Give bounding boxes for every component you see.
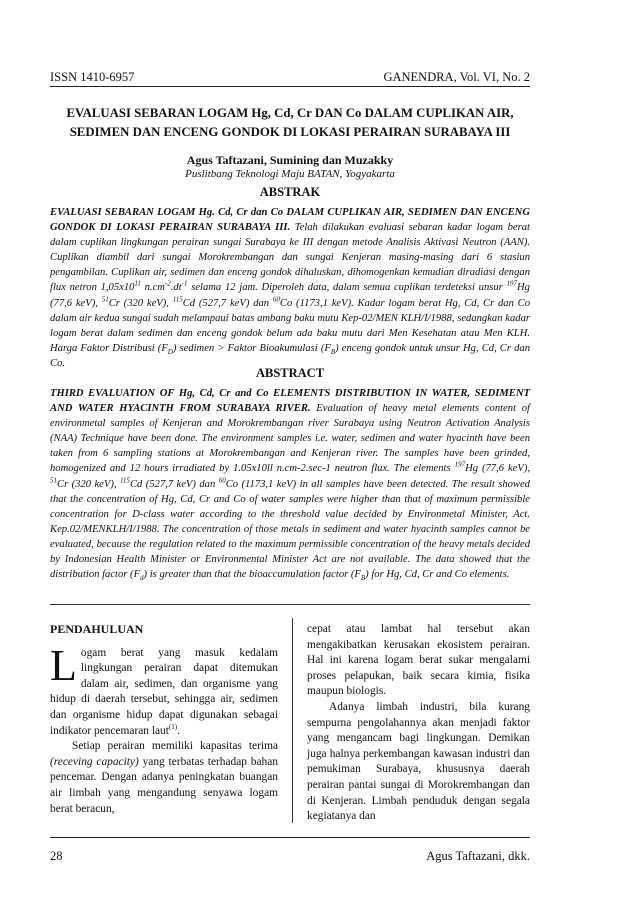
abstract-text: ) for Hg, Cd, Cr and Co elements. — [365, 569, 510, 581]
abstract-sup: 51 — [50, 476, 57, 485]
column-divider — [292, 618, 293, 823]
abstrak-sup: -1 — [181, 279, 188, 288]
abstract-text: ) is greater than that the bioaccumulation factor (F — [143, 569, 361, 581]
page-number: 28 — [50, 849, 63, 863]
abstrak-sup: 11 — [134, 279, 141, 288]
abstract-text: Evaluation of heavy metal elements content of environmetal samples of Kenjeran and Morokrembangan river Surabaya using Neutron Activation Analysis (NAA) Technique have been done. The environment samples i.e. water, sedimen and water hyacinth have been taken from 6 sampling stations at Morokrembangan and Kenjeran river. The samples have been grinded, homogenized and 12 hours irradiated by 1.05x10ll n.cm-2.sec-1 neutron flux. The elements — [50, 403, 530, 475]
intro-paragraph-1 — [50, 640, 278, 740]
intro-text: . — [177, 724, 180, 737]
intro-text: yang terbatas terhadap bahan pencemar. Dengan adanya peningkatan buangan air limbah yang mengandung senyawa logam berat beracun, — [50, 755, 279, 815]
abstrak-sup: 51 — [101, 295, 109, 304]
intro-italic: (receving capacity) — [50, 755, 139, 768]
abstract-text: Hg (77,6 keV), — [465, 463, 530, 475]
intro-paragraph-4: Adanya limbah industri, bila kurang sempurna pengolahannya akan menjadi faktor yang mengancam bagi lingkungan. Demikan juga halnya perkembangan kawasan industri dan pemukiman Surabaya, khususnya daerah perairan pantai sungai di Morokrembangan dan di Kenjeran. Limbah penduduk dengan segala kegiatanya dan — [307, 700, 530, 823]
abstrak-text: Cd (527,7 keV) dan — [182, 297, 273, 309]
abstrak-text: Cr (320 keV), — [108, 297, 173, 309]
abstract-text: Cr (320 keV), — [57, 478, 120, 490]
abstrak-body — [50, 205, 530, 371]
title-line-1: EVALUASI SEBARAN LOGAM Hg, Cd, Cr DAN Co DALAM CUPLIKAN AIR, — [66, 106, 514, 120]
abstract-sup: 60 — [218, 476, 226, 485]
footer-author: Agus Taftazani, dkk. — [426, 849, 530, 863]
abstract-text: Cd (527,7 keV) dan — [129, 478, 219, 490]
abstract-sub: d — [140, 574, 144, 583]
title-line-2: SEDIMEN DAN ENCENG GONDOK DI LOKASI PERAIRAN SURABAYA III — [69, 125, 511, 139]
abstrak-text: ) sedimen > Faktor Bioakumulasi (F — [172, 342, 331, 354]
abstrak-text: selama 12 jam. Diperoleh data, dalam semua cuplikan terdeteksi unsur — [187, 282, 507, 294]
pendahuluan-heading: PENDAHULUAN — [50, 622, 144, 636]
abstrak-text: .dt — [170, 282, 182, 294]
intro-text: Setiap perairan memiliki kapasitas terima — [72, 740, 278, 753]
abstrak-sup: 197 — [506, 279, 518, 288]
drop-cap: L — [50, 640, 77, 690]
section-rule — [50, 604, 530, 605]
header-rule — [50, 86, 530, 87]
right-column — [307, 622, 530, 825]
abstrak-heading: ABSTRAK — [259, 185, 321, 199]
abstract-sup: 115 — [119, 476, 130, 485]
abstrak-text: n.cm — [140, 282, 165, 294]
abstract-text: Co (1173,1 keV) in all samples have been detected. The result showed that the concentration of Hg, Cd, Cr and Co of water samples were higher than that of maximum permissible concentration for D-class water according to the threshold value decided by Environmetal Minister, Act. Kep.02/MENKLH/I/1988. The concentration of those metals in sediment and water hyacinth samples cannot be evaluated, because the regulation related to the maximum permissible concentration of the heavy metals decided by Indonesian Health Minister or Environmental Minister Act are not available. The data showed that the distribution factor (F — [50, 478, 530, 581]
intro-paragraph-3: cepat atau lambat hal tersebut akan mengakibatkan kerusakan ekosistem perairan. Hal ini karena logam berat sukar mengalami proses pelapukan, baik secara kimia, fisika maupun biologis. — [307, 623, 530, 698]
abstrak-sup: 115 — [172, 295, 183, 304]
intro-text: ogam berat yang masuk kedalam lingkungan perairan dapat ditemukan dalam air, sedimen, dan organisme yang hidup di daerah tersebut, sehingga air, sedimen dan organisme hidup dapat digunakan sebagai indikator pencemaran laut — [50, 646, 278, 737]
journal-label: GANENDRA, Vol. VI, No. 2 — [383, 70, 530, 84]
citation-ref: (1) — [168, 722, 178, 731]
authors: Agus Taftazani, Sumining dan Muzakky — [186, 153, 394, 167]
abstrak-text: Telah dilakukan evaluasi sebaran kadar logam berat dalam cuplikan lingkungan perairan sungai Surabaya ke III dengan metode Analisis Aktivasi Neutron (AAN). Cuplikan diambil dari sungai Morokrembangan dan sungai Kenjeran masing-masing dari 6 stasiun pengambilan. Cuplikan air, sedimen dan enceng gondok dihaluskan, dihomogenkan kemudian diradiasi dengan flux netron 1,05x10 — [50, 222, 530, 294]
abstrak-lead: EVALUASI SEBARAN LOGAM Hg. Cd, Cr dan Co DALAM CUPLIKAN AIR, SEDIMEN DAN ENCENG GONDOK DI LOKASI PERAIRAN SURABAYA III. — [50, 207, 530, 234]
abstrak-sup: -2 — [164, 279, 171, 288]
footer-rule — [50, 837, 530, 838]
abstrak-text: Hg (77,6 keV), — [50, 282, 530, 309]
abstract-sup: 197 — [454, 460, 466, 469]
issn-label: ISSN 1410-6957 — [50, 70, 135, 84]
left-column — [50, 622, 278, 817]
abstract-sub: B — [360, 574, 366, 583]
running-footer — [50, 849, 530, 864]
abstrak-text: ) enceng gondok untuk unsur Hg, Cd, Cr dan Co. — [50, 342, 530, 369]
abstract-body — [50, 386, 530, 582]
running-header — [50, 70, 530, 85]
abstrak-text: Co (1173,1 keV). Kadar logam berat Hg, Cd, Cr dan Co dalam air kedua sungai sudah melampaui batas ambang baku mutu Kep-02/MEN KLH/I/1988, sedangkan kadar logam berat dalam sedimen dan enceng gondok belum ada baku mutu dari Men Kesehatan atau Men KLH. Harga Faktor Distribusi (F — [50, 297, 531, 354]
affiliation: Puslitbang Teknologi Maju BATAN, Yogyakarta — [185, 168, 395, 180]
abstract-lead: THIRD EVALUATION OF Hg, Cd, Cr and Co ELEMENTS DISTRIBUTION IN WATER, SEDIMENT AND WATER HYACINTH FROM SURABAYA RIVER. — [50, 388, 530, 415]
abstrak-sup: 60 — [272, 295, 280, 304]
paper-title — [50, 104, 530, 142]
intro-paragraph-2 — [50, 739, 278, 817]
abstrak-sub: D — [167, 347, 173, 356]
abstract-heading: ABSTRACT — [255, 366, 325, 380]
abstrak-sub: B — [330, 347, 336, 356]
